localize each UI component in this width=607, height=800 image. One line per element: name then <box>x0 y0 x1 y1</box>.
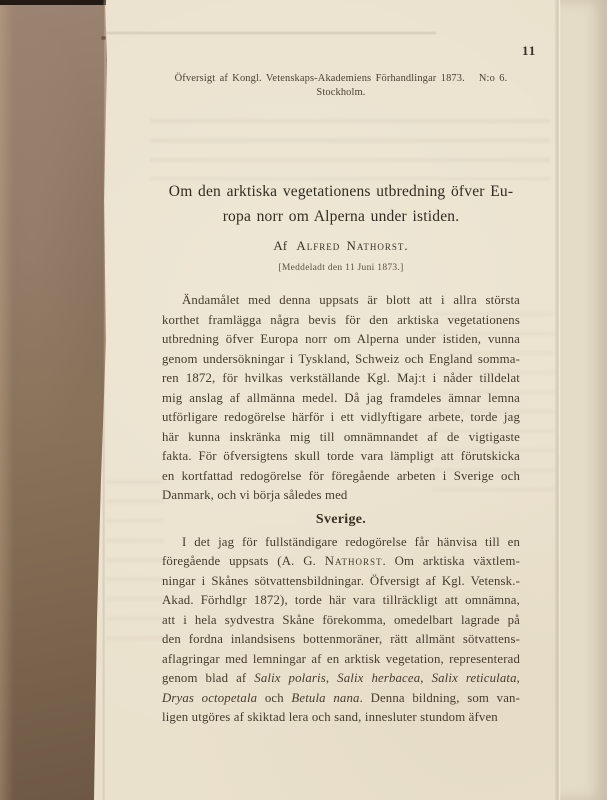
issue-number: N:o 6. <box>478 73 508 84</box>
text-line: Dryas octopetala och Betula nana. Denna bildning, som van- <box>162 690 520 705</box>
text-line: Danmark, och vi börja således med <box>162 488 348 502</box>
byline-prefix: Af <box>273 238 288 253</box>
paragraph <box>162 533 520 728</box>
journal-header <box>162 72 520 100</box>
text-line: här kunna inskränka mig till omnämnandet af de vigtigaste <box>162 429 520 444</box>
paragraph <box>162 291 520 506</box>
article-title <box>162 180 520 229</box>
dateline: [Meddeladt den 11 Juni 1873.] <box>278 263 404 273</box>
journal-title: Öfversigt af Kongl. Vetenskaps-Akademiens Förhandlingar 1873. <box>174 73 465 84</box>
text-line: ligen utgöres af skiktad lera och sand, innesluter stundom äfven <box>162 710 498 724</box>
text-line: I det jag för fullständigare redogörelse får hänvisa till en <box>182 534 520 549</box>
text-line: Ändamålet med denna uppsats är blott att i allra största <box>182 293 520 307</box>
journal-city: Stockholm. <box>316 87 366 98</box>
text-block <box>162 0 520 800</box>
text-line: utbredning öfver Europa norr om Alperna under istiden, vunna <box>162 332 520 346</box>
text-line: en kortfattad redogörelse för föregående arbeten i Sverige och <box>162 468 520 483</box>
text-line: att i hela sydvestra Skåne förekomma, omedelbart lagrade på <box>162 612 520 627</box>
text-line: korthet framlägga några bevis för den arktiska vegetationens <box>162 312 520 327</box>
text-line: genom undersökningar i Tyskland, Schweiz och England somma- <box>162 351 520 366</box>
cover-top-shadow <box>0 0 106 5</box>
text-line: fakta. För öfversigtens skull torde vara lämpligt att förutskicka <box>162 449 520 463</box>
text-line: utförligare redogörelse härför i ett vidlyftigare arbete, torde jag <box>162 410 520 424</box>
text-line: Akad. Förhdlgr 1872), torde här vara tillräckligt att omnämna, <box>162 593 520 607</box>
byline <box>162 238 520 254</box>
page-number: 11 <box>522 43 537 58</box>
article-body <box>162 291 520 728</box>
article-title-line: ropa norr om Alperna under istiden. <box>222 207 460 225</box>
journal-header-line <box>162 72 520 86</box>
text-line: föregående uppsats (A. G. Nathorst. Om arktiska växtlem- <box>162 554 520 568</box>
author-name: Alfred Nathorst. <box>296 238 409 253</box>
text-line: mig anslag af allmänna medel. Då jag framdeles ämnar lemna <box>162 390 520 405</box>
article-title-line: Om den arktiska vegetationens utbredning öfver Eu- <box>168 183 514 200</box>
book-cover-spine <box>0 0 108 800</box>
text-line: ren 1872, för hvilkas verkställande Kgl. Maj:t i nåder tilldelat <box>162 371 520 385</box>
page-content <box>100 0 607 800</box>
text-line: ningar i Skånes sötvattensbildningar. Öfversigt af Kgl. Vetensk.- <box>162 573 520 588</box>
section-heading: Sverige. <box>315 511 367 527</box>
text-line: genom blad af Salix polaris, Salix herbacea, Salix reticulata, <box>162 671 520 685</box>
text-line: den fordna inlandsisens bottenmoräner, rätt allmänt sötvattens- <box>162 632 520 646</box>
text-line: aflagringar med lemningar af en arktisk vegetation, representerad <box>162 651 520 666</box>
